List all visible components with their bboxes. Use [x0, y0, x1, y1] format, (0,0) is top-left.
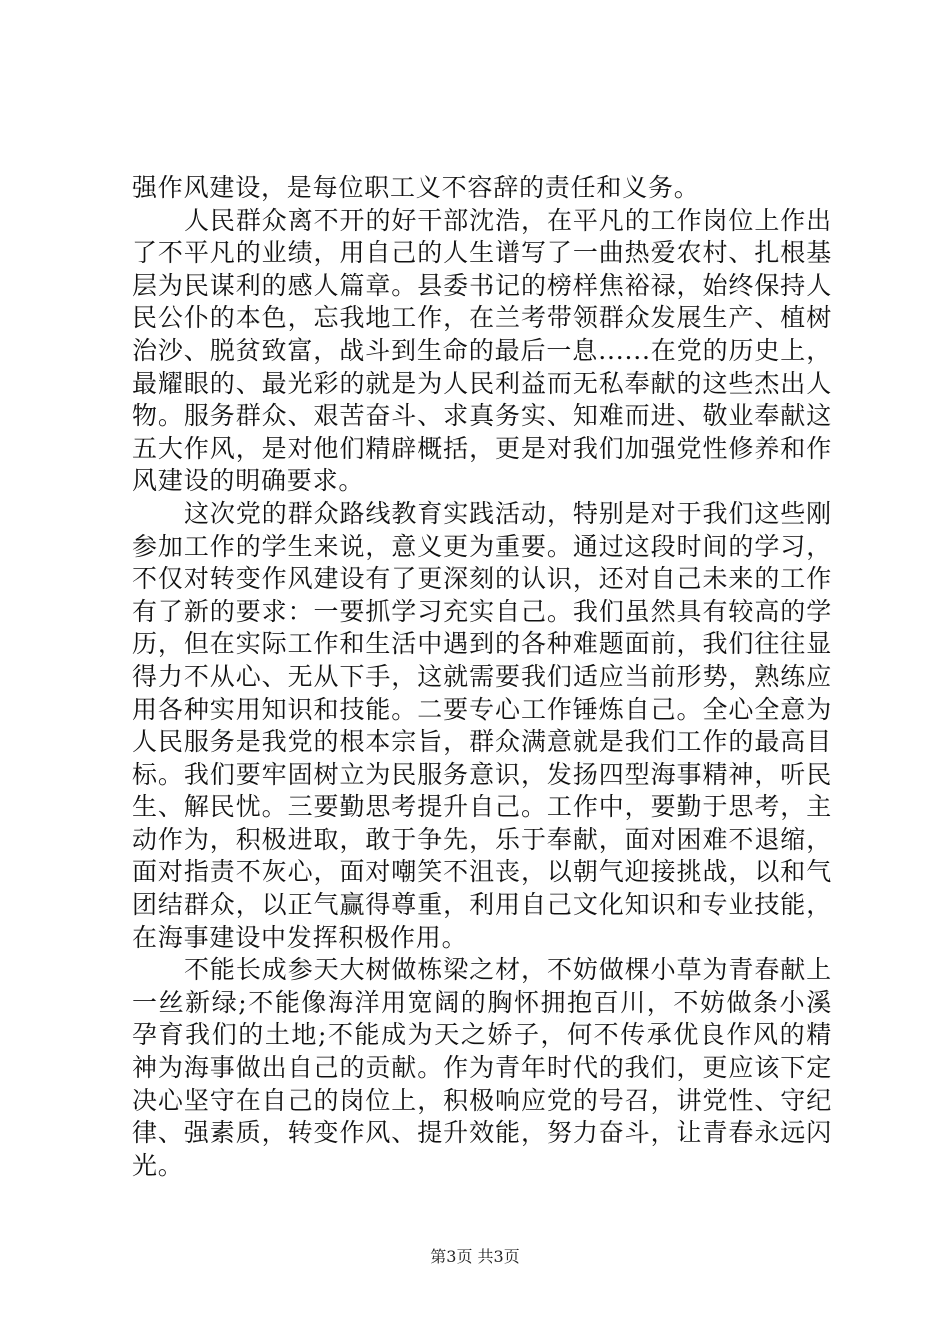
- paragraph-role-models: 人民群众离不开的好干部沈浩，在平凡的工作岗位上作出了不平凡的业绩，用自己的人生谱写了一曲热爱农村、扎根基层为民谋利的感人篇章。县委书记的榜样焦裕禄，始终保持人民公仆的本色，忘我地工作，在兰考带领群众发展生产、植树治沙、脱贫致富，战斗到生命的最后一息......在党的历史上，最耀眼的、最光彩的就是为人民利益而无私奉献的这些杰出人物。服务群众、艰苦奋斗、求真务实、知难而进、敬业奉献这五大作风，是对他们精辟概括，更是对我们加强党性修养和作风建设的明确要求。: [132, 205, 832, 496]
- paragraph-education-practice: 这次党的群众路线教育实践活动，特别是对于我们这些刚参加工作的学生来说，意义更为重要。通过这段时间的学习，不仅对转变作风建设有了更深刻的认识，还对自己未来的工作有了新的要求：一要抓学习充实自己。我们虽然具有较高的学历，但在实际工作和生活中遇到的各种难题面前，我们往往显得力不从心、无从下手，这就需要我们适应当前形势，熟练应用各种实用知识和技能。二要专心工作锤炼自己。全心全意为人民服务是我党的根本宗旨，群众满意就是我们工作的最高目标。我们要牢固树立为民服务意识，发扬四型海事精神，听民生、解民忧。三要勤思考提升自己。工作中，要勤于思考，主动作为，积极进取，敢于争先，乐于奉献，面对困难不退缩，面对指责不灰心，面对嘲笑不沮丧，以朝气迎接挑战，以和气团结群众，以正气赢得尊重，利用自己文化知识和专业技能，在海事建设中发挥积极作用。: [132, 498, 832, 952]
- paragraph-continuation: 强作风建设，是每位职工义不容辞的责任和义务。: [132, 173, 700, 202]
- paragraph-youth-resolve: 不能长成参天大树做栋梁之材，不妨做棵小草为青春献上一丝新绿;不能像海洋用宽阔的胸怀拥抱百川，不妨做条小溪孕育我们的土地;不能成为天之娇子，何不传承优良作风的精神为海事做出自己的贡献。作为青年时代的我们，更应该下定决心坚守在自己的岗位上，积极响应党的号召，讲党性、守纪律、强素质，转变作风、提升效能，努力奋斗，让青春永远闪光。: [132, 955, 832, 1180]
- document-body: [132, 172, 832, 1182]
- page-footer: 第3页 共3页: [430, 1247, 520, 1266]
